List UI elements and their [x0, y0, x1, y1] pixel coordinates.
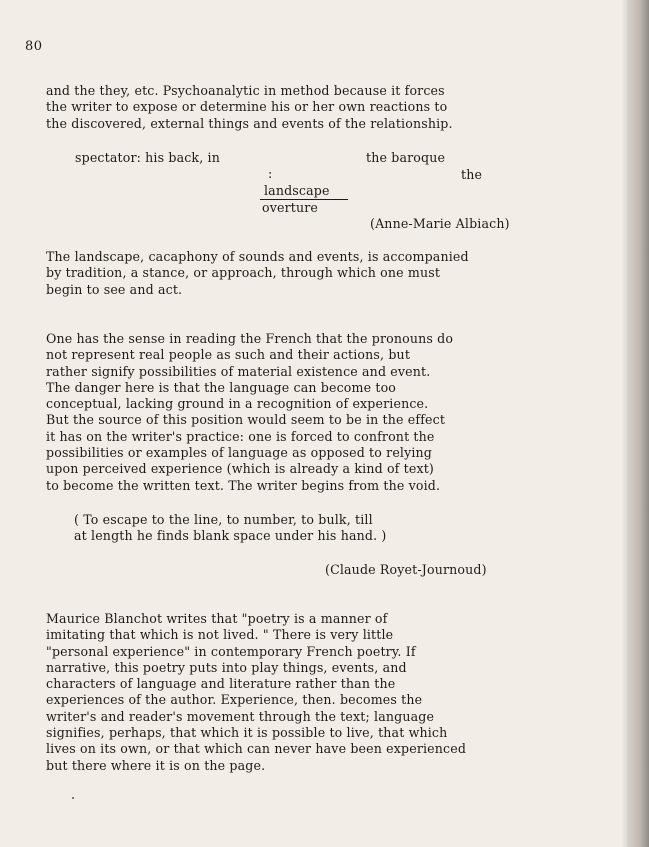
text-line: the discovered, external things and events of the relationship.: [46, 115, 453, 131]
text-line: writer's and reader's movement through the text; language: [46, 708, 435, 724]
quote-line-right: the baroque: [366, 150, 446, 165]
page-number: 80: [25, 39, 43, 54]
ink-speck: [72, 797, 74, 799]
text-line: But the source of this position would seem to be in the effect: [46, 412, 446, 428]
quote-line-left: spectator: his back, in: [75, 150, 220, 165]
text-line: rather signify possibilities of material existence and event.: [46, 363, 431, 379]
quote-overture: overture: [262, 200, 319, 215]
quote-the: the: [461, 167, 483, 182]
text-line: but there where it is on the page.: [46, 757, 266, 773]
paragraph-1: [46, 83, 586, 132]
paragraph-3: [46, 331, 586, 494]
text-line: by tradition, a stance, or approach, through which one must: [46, 265, 441, 281]
page-edge: [627, 0, 649, 847]
quote-line: at length he finds blank space under his hand. ): [74, 528, 387, 543]
text-line: lives on its own, or that which can never have been experienced: [46, 741, 467, 757]
text-line: signifies, perhaps, that which it is possible to live, that which: [46, 725, 448, 741]
text-line: and the they, etc. Psychoanalytic in method because it forces: [46, 83, 445, 98]
paragraph-4: [46, 611, 586, 774]
quote-landscape: landscape: [264, 183, 330, 198]
text-line: begin to see and act.: [46, 281, 183, 297]
text-line: The danger here is that the language can become too: [46, 379, 397, 395]
text-line: upon perceived experience (which is already a kind of text): [46, 461, 434, 477]
text-line: narrative, this poetry puts into play things, events, and: [46, 659, 407, 675]
text-line: imitating that which is not lived. " There is very little: [46, 627, 394, 643]
paragraph-2: [46, 249, 586, 298]
quote-line: ( To escape to the line, to number, to bulk, till: [74, 512, 373, 527]
quote-colon: :: [268, 166, 273, 181]
text-line: "personal experience" in contemporary French poetry. If: [46, 643, 416, 659]
text-line: the writer to expose or determine his or her own reactions to: [46, 99, 448, 115]
text-line: possibilities or examples of language as opposed to relying: [46, 445, 433, 461]
text-line: to become the written text. The writer begins from the void.: [46, 477, 441, 493]
text-line: it has on the writer's practice: one is forced to confront the: [46, 428, 435, 444]
text-line: conceptual, lacking ground in a recognition of experience.: [46, 396, 429, 412]
text-line: Maurice Blanchot writes that "poetry is a manner of: [46, 611, 388, 626]
text-line: characters of language and literature rather than the: [46, 676, 396, 692]
attribution-royet-journoud: (Claude Royet-Journoud): [325, 562, 487, 577]
text-line: experiences of the author. Experience, then. becomes the: [46, 692, 423, 708]
text-line: One has the sense in reading the French that the pronouns do: [46, 331, 454, 346]
text-line: The landscape, cacaphony of sounds and events, is accompanied: [46, 249, 469, 264]
text-line: not represent real people as such and their actions, but: [46, 347, 411, 363]
attribution-albiach: (Anne-Marie Albiach): [370, 216, 510, 231]
